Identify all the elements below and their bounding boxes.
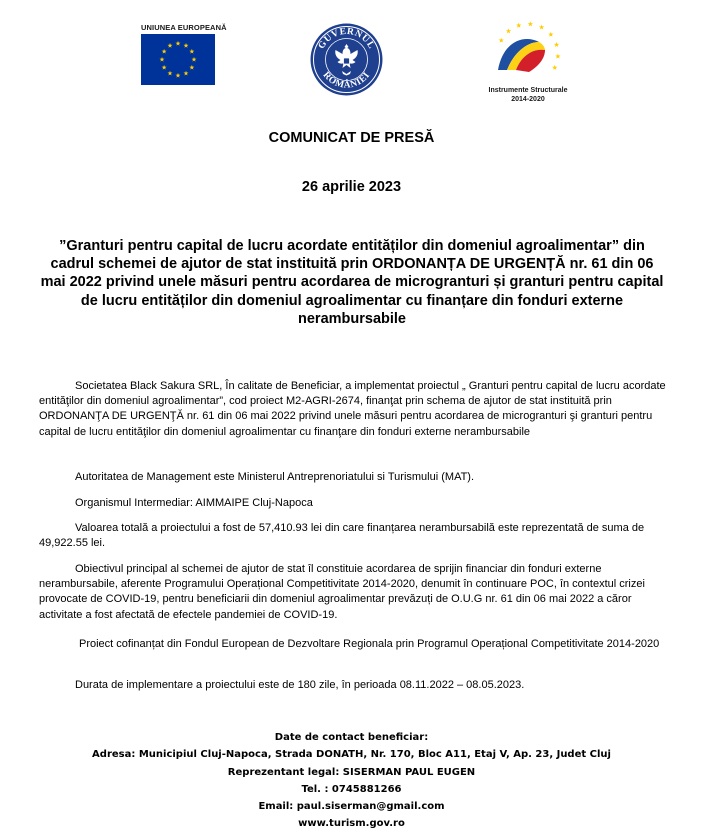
document-headline: ”Granturi pentru capital de lucru acordate entităților din domeniul agroalimentar” din cadrul schemei de ajutor de stat instituită prin ORDONANȚA DE URGENȚĂ nr. 61 din 06 mai 2022 privind unele măsuri pentru acordarea de microgranturi și granturi pentru capital de lucru entităților din domeniul agroalimentar cu finanțare din fonduri externe nerambursabile — [40, 238, 664, 327]
contact-phone: Tel. : 0745881266 — [301, 783, 402, 795]
star-icon — [548, 32, 553, 37]
star-icon — [555, 54, 560, 59]
logo-header — [0, 0, 703, 110]
paragraph-objective: Obiectivul principal al schemei de ajutor de stat îl constituie acordarea de sprijin financiar din fonduri externe nerambursabile, aferente Programului Operațional Competitivitate 2014-2020, denumit în continuare POC, în contextul crizei provocate de COVID-19, pentru beneficiarii din domeniul agroalimentar prevăzuți de O.U.G nr. 61 din 06 mai 2022 a căror activitate a fost afectată de efectele pandemiei de COVID-19. — [39, 563, 645, 621]
eu-flag-icon — [141, 34, 215, 85]
contact-website: www.turism.gov.ro — [298, 818, 405, 830]
star-icon — [499, 38, 504, 43]
is-label-line2: 2014-2020 — [511, 96, 545, 103]
paragraph-project-value: Valoarea totală a proiectului a fost de 57,410.93 lei din care finanțarea nerambursabilă este reprezentată de suma de 49,922.55 lei. — [39, 522, 645, 550]
document-date: 26 aprilie 2023 — [301, 179, 402, 195]
structural-instruments-logo — [483, 20, 573, 105]
star-icon — [528, 21, 533, 26]
document-title: COMUNICAT DE PRESĂ — [268, 130, 435, 146]
paragraph-cofinancing: Proiect cofinanțat din Fondul European de Dezvoltare Regionala prin Programul Operațional Competitivitate 2014-2020 — [79, 638, 660, 650]
structural-instruments-label — [483, 86, 573, 104]
star-icon — [554, 42, 559, 47]
contact-representative: Reprezentant legal: SISERMAN PAUL EUGEN — [227, 766, 476, 778]
is-label-line1: Instrumente Structurale — [488, 87, 568, 94]
gov-seal-text-top: GUVERNUL — [316, 26, 377, 51]
paragraph-management-authority: Autoritatea de Management este Ministerul Antreprenoriatului si Turismului (MAT). — [75, 471, 475, 483]
paragraph-intermediate-body: Organismul Intermediar: AIMMAIPE Cluj-Napoca — [75, 497, 313, 509]
contact-heading: Date de contact beneficiar: — [274, 732, 429, 743]
eu-logo — [141, 23, 227, 90]
paragraph-duration: Durata de implementare a proiectului este de 180 zile, în perioada 08.11.2022 – 08.05.2023. — [75, 679, 525, 691]
structural-instruments-icon — [483, 20, 573, 84]
government-seal-icon — [309, 22, 384, 97]
eu-logo-label: UNIUNEA EUROPEANĂ — [141, 23, 227, 32]
star-icon — [516, 23, 521, 28]
gov-seal-text-bottom: ROMÂNIEI — [320, 70, 373, 91]
paragraph-beneficiary: Societatea Black Sakura SRL, În calitate de Beneficiar, a implementat proiectul „ Granturi pentru capital de lucru acordate entităţilor din domeniul agroalimentar”, cod proiect M2-AGRI-2674, finanţat prin schema de ajutor de stat instituită prin ORDONANŢA DE URGENŢĂ nr. 61 din 06 mai 2022 privind unele măsuri pentru acordarea de microgranturi şi granturi pentru capital de lucru entităţilor din domeniul agroalimentar cu finanţare din fonduri externe nerambursabile — [39, 380, 666, 438]
contact-email: Email: paul.siserman@gmail.com — [258, 801, 445, 813]
contact-block — [0, 729, 703, 833]
star-icon — [539, 24, 544, 29]
star-icon — [506, 28, 511, 33]
contact-address: Adresa: Municipiul Cluj-Napoca, Strada DONATH, Nr. 170, Bloc A11, Etaj V, Ap. 23, Judet Cluj — [92, 749, 611, 761]
star-icon — [552, 65, 557, 70]
